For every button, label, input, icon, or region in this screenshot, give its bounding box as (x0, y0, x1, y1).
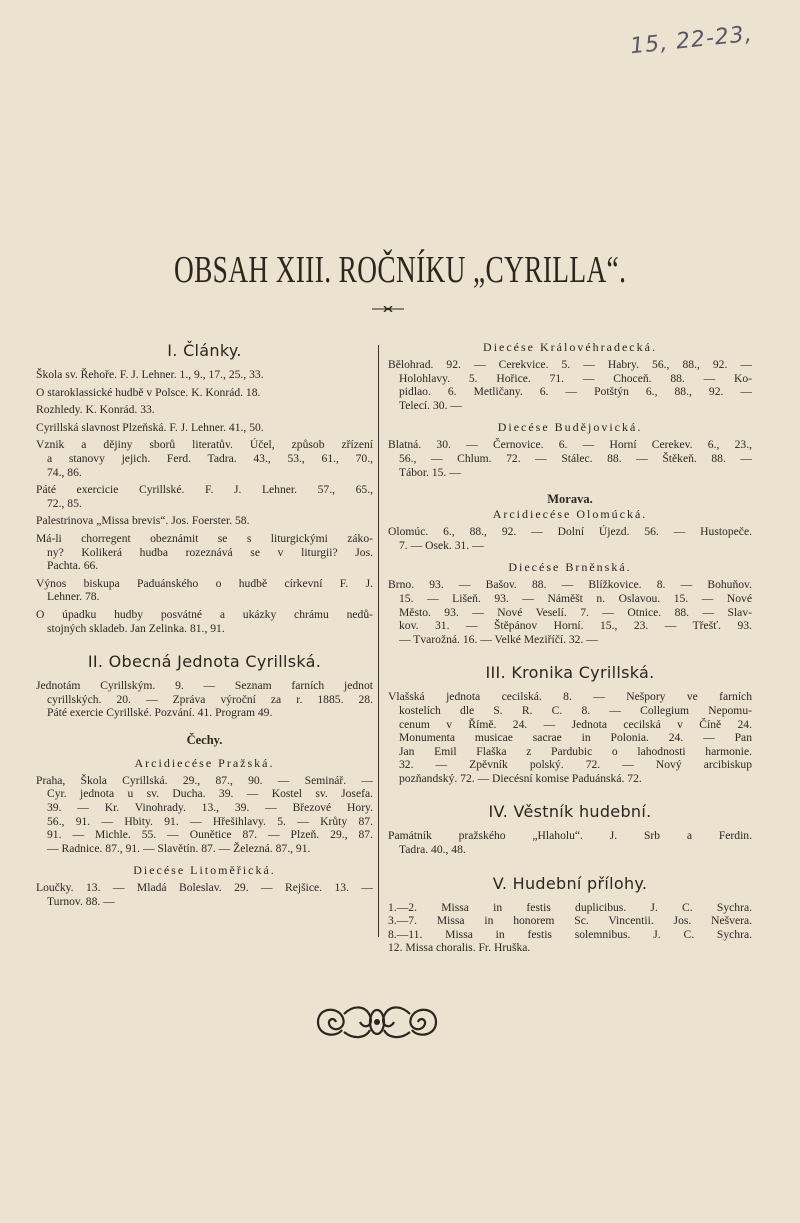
handwritten-page-note: 15, 22-23, (629, 21, 754, 60)
entry-line: Tadra. 40., 48. (399, 843, 466, 857)
index-entry (36, 403, 373, 417)
entry-line: 7. — Osek. 31. — (399, 538, 484, 552)
entry-line: stojných skladeb. Jan Zelinka. 81., 91. (47, 621, 225, 635)
page-title (0, 248, 800, 292)
decorative-vignette-icon (314, 1000, 440, 1044)
index-entry (388, 358, 752, 412)
entry-line: Páté exercicie Cyrillské. F. J. Lehner. 57., 65., (36, 483, 373, 497)
index-entry (36, 577, 373, 604)
entry-line: 56., — Chlum. 72. — Stálec. 88. — Štěkeň. 88. — (399, 451, 752, 465)
entry-line: 72., 85. (47, 496, 82, 510)
entry-line: 91. — Michle. 55. — Ounětice 87. — Plzeň. 29., 87. (47, 828, 373, 842)
index-entry (36, 368, 373, 382)
entry-line: Praha, Škola Cyrillská. 29., 87., 90. — Seminář. — (36, 773, 373, 787)
entry-line: Páté exercie Cyrillské. Pozvání. 41. Program 49. (47, 706, 273, 720)
index-entry (388, 901, 752, 955)
entry-line: Holohlavy. 5. Hořice. 71. — Choceň. 88. — Ko- (399, 371, 752, 385)
entry-line: Výnos biskupa Paduánského o hudbě církevní F. J. (36, 576, 373, 590)
index-entry (388, 829, 752, 856)
entry-line: Bělohrad. 92. — Cerekvice. 5. — Habry. 56., 88., 92. — (388, 358, 752, 371)
entry-line: Má-li chorregent obeznámit se s liturgickými záko- (36, 531, 373, 545)
diocese-heading: Diecése Brněnská. (508, 560, 632, 575)
diocese-heading: Arcidiecése Olomúcká. (492, 507, 648, 522)
index-entry (388, 578, 752, 646)
entry-line: Město. 93. — Nové Veselí. 7. — Otnice. 88. — Slav- (399, 605, 752, 619)
entry-line: 32. — Zpěvník polský. 72. — Nový arcibiskup (399, 758, 752, 772)
diocese-heading: Diecése Královéhradecká. (483, 340, 657, 354)
entry-line: Vlašská jednota cecilská. 8. — Nešpory ve farních (388, 690, 752, 704)
entry-line: Památník pražského „Hlaholu“. J. Srb a Ferdin. (388, 829, 752, 843)
entry-line: a stanovy jejich. Ferd. Tadra. 43., 53., 61., 70., (47, 451, 373, 465)
entry-line: ny? Kolikerá hudba rozeznává se v liturgii? Jos. (47, 545, 373, 559)
entry-line: kov. 31. — Štěpánov Horní. 15., 23. — Třešť. 93. (399, 619, 752, 633)
region-heading: Čechy. (186, 732, 223, 747)
entry-line: Lehner. 78. (47, 590, 100, 604)
index-entry (36, 774, 373, 856)
section-heading: III. Kronika Cyrillská. (485, 663, 655, 683)
entry-line: Monumenta musicae sacrae in Polonia. 24. — Pan (399, 731, 752, 745)
entry-line: 74., 86. (47, 465, 82, 479)
index-entry (388, 438, 752, 479)
column-divider (378, 345, 379, 937)
right-column (388, 340, 752, 959)
entry-line: Cyrillská slavnost Plzeňská. F. J. Lehner. 41., 50. (36, 420, 264, 434)
index-entry (36, 438, 373, 479)
diocese-heading: Diecése Budějovická. (497, 420, 643, 435)
index-entry (36, 608, 373, 635)
entry-line: Vznik a dějiny sborů literatův. Účel, způsob zřízení (36, 438, 373, 452)
entry-line: Turnov. 88. — (47, 895, 115, 909)
index-entry (36, 532, 373, 573)
entry-line: — Tvarožná. 16. — Velké Meziříčí. 32. — (399, 632, 598, 646)
entry-line: Jednotám Cyrillským. 9. — Seznam farních jednot (36, 679, 373, 693)
entry-line: Palestrinova „Missa brevis“. Jos. Foerster. 58. (36, 514, 250, 528)
entry-line: Olomúc. 6., 88., 92. — Dolní Újezd. 56. — Hustopeče. (388, 525, 752, 539)
entry-line: 8.—11. Missa in festis solemnibus. J. C. Sychra. (388, 927, 752, 941)
region-heading: Morava. (547, 492, 593, 507)
left-column (36, 340, 373, 913)
diocese-heading: Diecése Litoměřická. (133, 863, 276, 878)
entry-line: 15. — Lišeň. 93. — Náměšt n. Oslavou. 15. — Nové (399, 591, 752, 605)
entry-line: Brno. 93. — Bašov. 88. — Blížkovice. 8. — Bohuňov. (388, 578, 752, 592)
index-entry (36, 421, 373, 435)
entry-line: O úpadku hudby posvátné a ukázky chrámu nedů- (36, 607, 373, 621)
entry-line: cyrillských. 20. — Zpráva výroční za r. 1885. 28. (47, 692, 373, 706)
entry-line: 12. Missa choralis. Fr. Hruška. (388, 941, 531, 955)
entry-line: Cyr. jednota u sv. Ducha. 39. — Kostel sv. Josefa. (47, 787, 373, 801)
section-heading: II. Obecná Jednota Cyrillská. (87, 652, 322, 672)
section-heading: IV. Věstník hudební. (488, 802, 652, 822)
index-entry (36, 386, 373, 400)
entry-line: Jan Emil Flaška z Pardubic o lahodnosti harmonie. (399, 744, 752, 758)
entry-line: O staroklassické hudbě v Polsce. K. Konrád. 18. (36, 385, 261, 399)
entry-line: kostelích dle S. R. C. 8. — Collegium Nepomu- (399, 703, 752, 717)
title-text: OBSAH XIII. ROČNÍKU „CYRILLA“. (173, 249, 627, 291)
entry-line: pidlao. 6. Metličany. 6. — Potštýn 6., 88., 92. — (399, 385, 752, 399)
entry-line: pozňandský. 72. — Diecésní komise Paduánská. 72. (399, 771, 642, 785)
entry-line: Škola sv. Řehoře. F. J. Lehner. 1., 9., 17., 25., 33. (36, 368, 264, 381)
entry-line: 1.—2. Missa in festis duplicibus. J. C. Sychra. (388, 900, 752, 914)
entry-line: Rozhledy. K. Konrád. 33. (36, 403, 155, 417)
entry-line: Tábor. 15. — (399, 465, 461, 479)
section-heading: V. Hudební přílohy. (492, 873, 648, 893)
entry-line: Pachta. 66. (47, 559, 99, 573)
section-heading: I. Články. (167, 341, 242, 360)
entry-line: 39. — Kr. Vinohrady. 13., 39. — Březové Hory. (47, 801, 373, 815)
entry-line: cenum v Římě. 24. — Jednota cecilská v Číně 24. (399, 717, 752, 731)
diocese-heading: Arcidiecése Pražská. (134, 755, 275, 770)
index-entry (388, 690, 752, 785)
entry-line: 56., 91. — Hbity. 91. — Hřešihlavy. 5. — Krůty 87. (47, 814, 373, 828)
entry-line: Blatná. 30. — Černovice. 6. — Horní Cerekev. 6., 23., (388, 438, 752, 452)
entry-line: Loučky. 13. — Mladá Boleslav. 29. — Rejšice. 13. — (36, 881, 373, 895)
index-entry (36, 514, 373, 528)
index-entry (36, 881, 373, 908)
entry-line: 3.—7. Missa in honorem Sc. Vincentii. Jos. Nešvera. (388, 914, 752, 928)
index-entry (36, 679, 373, 720)
title-ornament-icon (372, 306, 404, 312)
entry-line: Telecí. 30. — (399, 398, 462, 412)
index-entry (388, 525, 752, 552)
entry-line: — Radnice. 87., 91. — Slavětín. 87. — Železná. 87., 91. (47, 841, 311, 855)
index-entry (36, 483, 373, 510)
